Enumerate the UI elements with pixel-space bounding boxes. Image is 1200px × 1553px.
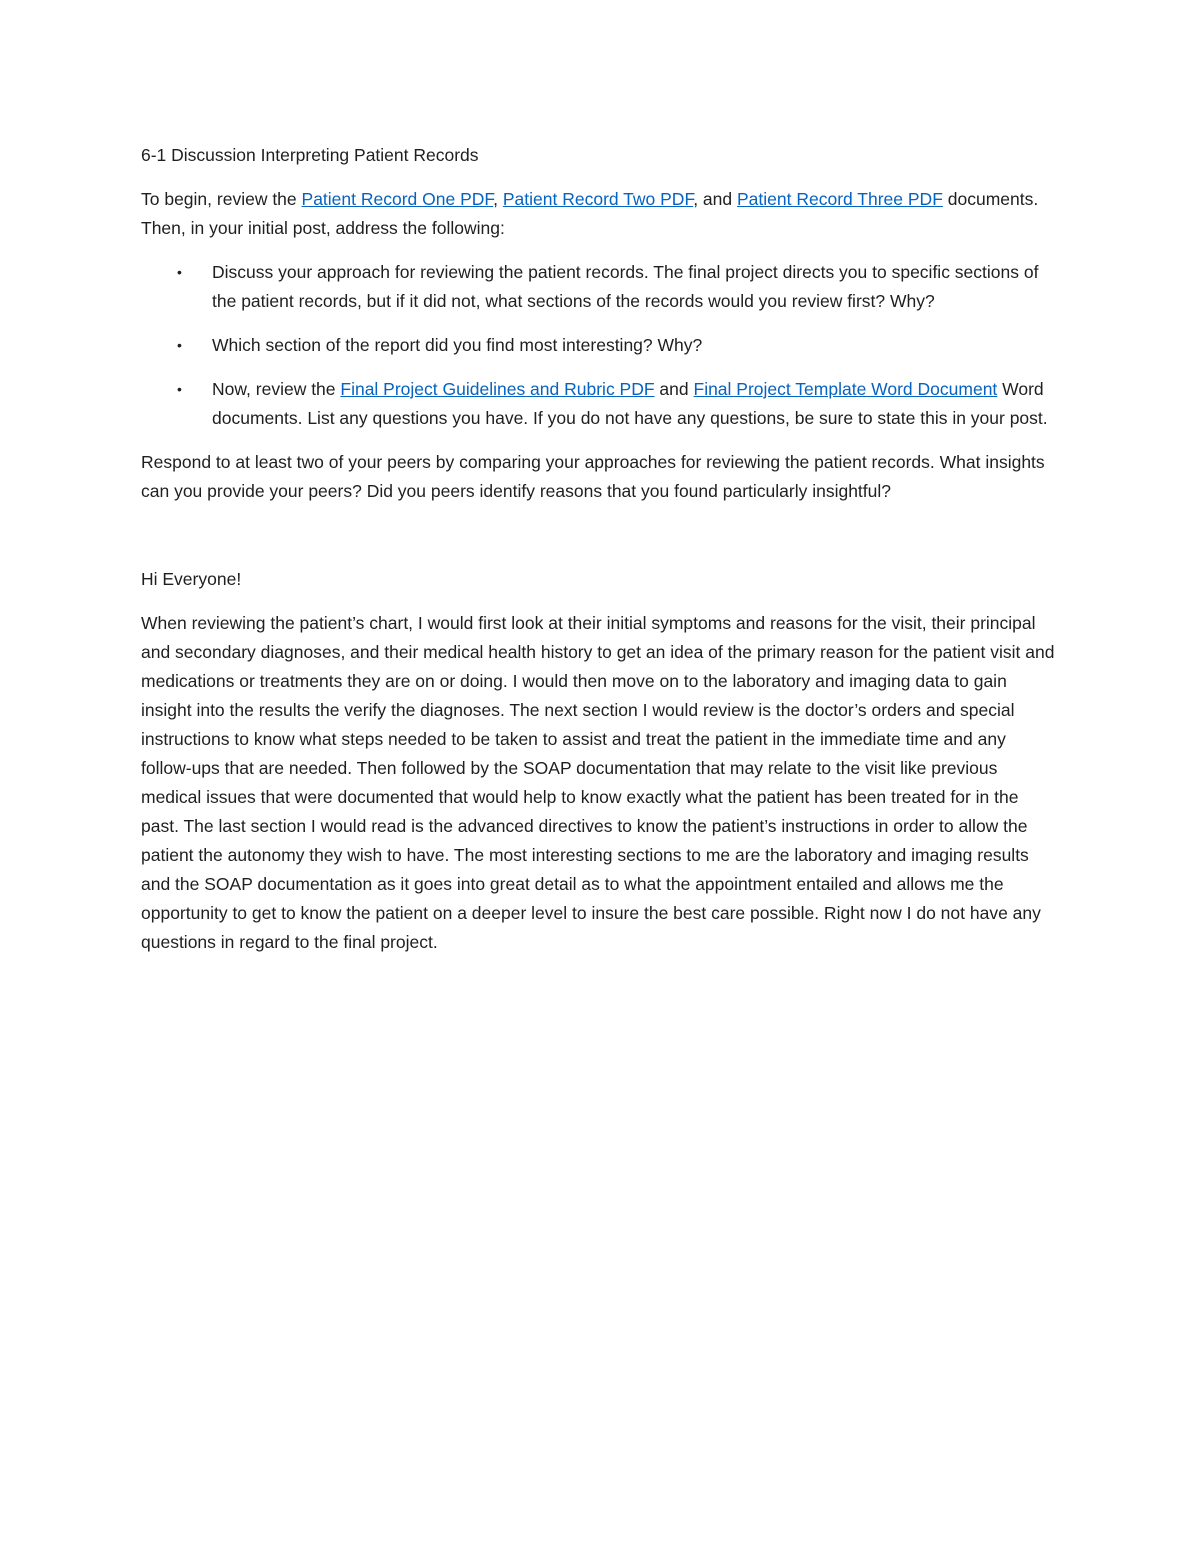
intro-text-2: , bbox=[493, 189, 503, 209]
section-spacer bbox=[141, 521, 1061, 565]
document-page bbox=[141, 141, 1061, 972]
prompt-list bbox=[141, 258, 1061, 433]
greeting: Hi Everyone! bbox=[141, 569, 242, 589]
respond-paragraph: Respond to at least two of your peers by comparing your approaches for reviewing the patient records. What insights can you provide your peers? Did you peers identify reasons that you found particularly insightful? bbox=[141, 452, 1045, 501]
bullet-icon: • bbox=[177, 264, 182, 280]
intro-text-4: documents. Then, in your initial post, address the following: bbox=[141, 189, 1039, 238]
bullet-icon: • bbox=[177, 381, 182, 397]
list-item bbox=[177, 375, 1061, 433]
patient-record-three-link[interactable]: Patient Record Three PDF bbox=[737, 189, 943, 209]
bullet-icon: • bbox=[177, 337, 182, 353]
bullet-text-approach: Discuss your approach for reviewing the patient records. The final project directs you to specific sections of the patient records, but if it did not, what sections of the records would you review first? Why? bbox=[212, 262, 1039, 311]
bullet-text-review-1: Now, review the bbox=[212, 379, 341, 399]
list-item bbox=[177, 258, 1061, 316]
page-title: 6-1 Discussion Interpreting Patient Records bbox=[141, 145, 479, 165]
intro-text-3: , and bbox=[693, 189, 737, 209]
intro-text-1: To begin, review the bbox=[141, 189, 302, 209]
bullet-text-review-2: and bbox=[654, 379, 694, 399]
post-body: When reviewing the patient’s chart, I would first look at their initial symptoms and reasons for the visit, their principal and secondary diagnoses, and their medical health history to get an idea of the primary reason for the patient visit and medications or treatments they are on or doing. I would then move on to the laboratory and imaging data to gain insight into the results the verify the diagnoses. The next section I would review is the doctor’s orders and special instructions to know what steps needed to be taken to assist and treat the patient in the immediate time and any follow-ups that are needed. Then followed by the SOAP documentation that may relate to the visit like previous medical issues that were documented that would help to know exactly what the patient has been treated for in the past. The last section I would read is the advanced directives to know the patient’s instructions in order to allow the patient the autonomy they wish to have. The most interesting sections to me are the laboratory and imaging results and the SOAP documentation as it goes into great detail as to what the appointment entailed and allows me the opportunity to get to know the patient on a deeper level to insure the best care possible. Right now I do not have any questions in regard to the final project. bbox=[141, 613, 1055, 952]
bullet-text-review-3: Word documents. List any questions you have. If you do not have any questions, be sure to state this in your post. bbox=[212, 379, 1048, 428]
final-project-template-link[interactable]: Final Project Template Word Document bbox=[693, 379, 998, 399]
bullet-text-interesting: Which section of the report did you find most interesting? Why? bbox=[212, 335, 703, 355]
patient-record-one-link[interactable]: Patient Record One PDF bbox=[301, 189, 494, 209]
final-project-guidelines-link[interactable]: Final Project Guidelines and Rubric PDF bbox=[340, 379, 655, 399]
list-item bbox=[177, 331, 1061, 360]
intro-paragraph bbox=[141, 185, 1061, 243]
patient-record-two-link[interactable]: Patient Record Two PDF bbox=[502, 189, 694, 209]
